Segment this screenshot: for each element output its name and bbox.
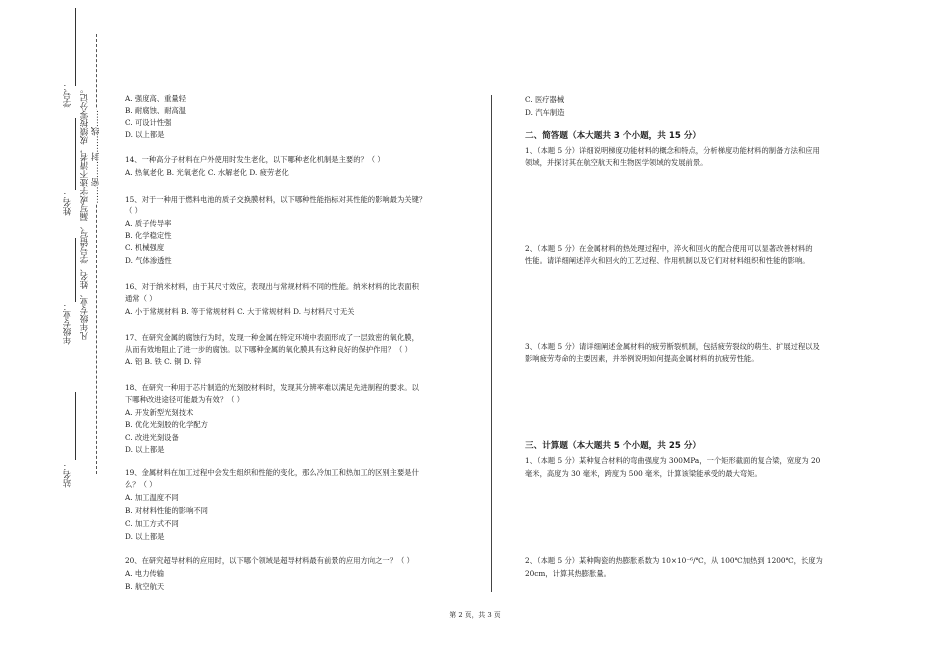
filling-notice: 凡年级专业、姓名、学号错写、漏写或字迹不清者，成绩按零分记。 <box>80 85 90 340</box>
q15-stem-cont: （ ） <box>125 206 142 215</box>
short-q1-line1: 1、（本题 5 分）详细说明梯度功能材料的概念和特点，分析梯度功能材料的制备方法和应用 <box>525 146 820 155</box>
short-q1-line2: 领域，并探讨其在航空航天和生物医学领域的发展前景。 <box>525 158 708 167</box>
q20-option-d: D. 汽车制造 <box>525 108 565 117</box>
q18-option-a: A. 开发新型光刻技术 <box>125 408 194 417</box>
q16-options: A. 小于常规材料 B. 等于常规材料 C. 大于常规材料 D. 与材料尺寸无关 <box>125 307 355 316</box>
q14-stem: 14、一种高分子材料在户外使用时发生老化，以下哪种老化机制是主要的？（ ） <box>125 155 385 164</box>
section-3-title: 三、计算题（本大题共 5 个小题，共 25 分） <box>525 441 702 451</box>
q15-stem: 15、对于一种用于燃料电池的质子交换膜材料，以下哪种性能指标对其性能的影响最为关键？ <box>125 195 427 204</box>
q13-option-c: C. 可设计性强 <box>125 118 172 127</box>
q16-stem-cont: 通常（ ） <box>125 294 157 303</box>
q18-option-b: B. 优化光刻胶的化学配方 <box>125 420 208 429</box>
q18-option-d: D. 以上都是 <box>125 445 165 454</box>
q15-option-c: C. 机械强度 <box>125 243 165 252</box>
calc-q1-line1: 1、（本题 5 分）某种复合材料的弯曲强度为 300MPa，一个矩形截面的复合梁，宽度为 20 <box>525 456 821 465</box>
q19-option-a: A. 加工温度不同 <box>125 493 179 502</box>
section-2-title: 二、简答题（本大题共 3 个小题，共 15 分） <box>525 131 702 141</box>
q19-option-c: C. 加工方式不同 <box>125 519 179 528</box>
short-q3-line2: 影响疲劳寿命的主要因素，并举例说明如何提高金属材料的抗疲劳性能。 <box>525 354 759 363</box>
page-footer: 第 2 页，共 3 页 <box>449 611 501 619</box>
q19-stem-cont: 么？（ ） <box>125 480 157 489</box>
q18-stem-cont: 下哪种改进途径可能最为有效？（ ） <box>125 395 245 404</box>
q17-stem-cont: 从而有效地阻止了进一步的腐蚀。以下哪种金属的氧化膜具有这种良好的保护作用？（ ） <box>125 345 412 354</box>
calc-q1-line2: 毫米，高度为 30 毫米，跨度为 500 毫米，计算该梁能承受的最大弯矩。 <box>525 469 762 478</box>
q15-option-b: B. 化学稳定性 <box>125 231 172 240</box>
q15-option-d: D. 气体渗透性 <box>125 256 172 265</box>
calc-q2-line1: 2、（本题 5 分）某种陶瓷的热膨胀系数为 10×10⁻⁶/℃，从 100℃加热到 1200℃，长度为 <box>525 556 823 565</box>
q18-option-c: C. 改进光刻设备 <box>125 433 179 442</box>
column-separator <box>491 95 492 592</box>
q20-option-a: A. 电力传输 <box>125 569 165 578</box>
major-label: 年级专业： <box>63 302 73 345</box>
q20-option-b: B. 航空航天 <box>125 582 165 591</box>
q19-option-d: D. 以上都是 <box>125 532 165 541</box>
q13-option-d: D. 以上都是 <box>125 130 165 139</box>
short-q3-line1: 3、（本题 5 分）请详细阐述金属材料的疲劳断裂机制，包括疲劳裂纹的萌生、扩展过程以及 <box>525 342 820 351</box>
q19-stem: 19、金属材料在加工过程中会发生组织和性能的变化，那么冷加工和热加工的区别主要是什 <box>125 468 419 477</box>
school-label: 站名： <box>63 462 73 488</box>
q13-option-b: B. 耐腐蚀、耐高温 <box>125 106 187 115</box>
calc-q2-line2: 20cm，计算其热膨胀量。 <box>525 569 611 578</box>
q14-options: A. 热氧老化 B. 光氧老化 C. 水解老化 D. 疲劳老化 <box>125 168 289 177</box>
q20-stem: 20、在研究超导材料的应用时，以下哪个领域是超导材料最有前景的应用方向之一？（ ） <box>125 556 414 565</box>
short-q2-line1: 2、（本题 5 分）在金属材料的热处理过程中，淬火和回火的配合使用可以显著改善材料的 <box>525 244 813 253</box>
q17-options: A. 铝 B. 铁 C. 铜 D. 锌 <box>125 357 202 366</box>
q15-option-a: A. 质子传导率 <box>125 219 172 228</box>
q20-option-c: C. 医疗器械 <box>525 95 565 104</box>
seal-line-label: ……密……封……线…… <box>91 110 101 204</box>
q18-stem: 18、在研究一种用于芯片制造的光刻胶材料时，发现其分辨率难以满足先进制程的要求。以 <box>125 383 419 392</box>
q19-option-b: B. 对材料性能的影响不同 <box>125 506 208 515</box>
q16-stem: 16、对于纳米材料，由于其尺寸效应，表现出与常规材料不同的性能。纳米材料的比表面积 <box>125 282 419 291</box>
name-label: 姓名： <box>63 190 73 216</box>
q17-stem: 17、在研究金属的腐蚀行为时，发现一种金属在特定环境中表面形成了一层致密的氧化膜， <box>125 333 419 342</box>
short-q2-line2: 性能。请详细阐述淬火和回火的工艺过程、作用机制以及它们对材料组织和性能的影响。 <box>525 256 810 265</box>
studentid-label: 学号： <box>63 82 73 108</box>
q13-option-a: A. 强度高、重量轻 <box>125 94 186 103</box>
